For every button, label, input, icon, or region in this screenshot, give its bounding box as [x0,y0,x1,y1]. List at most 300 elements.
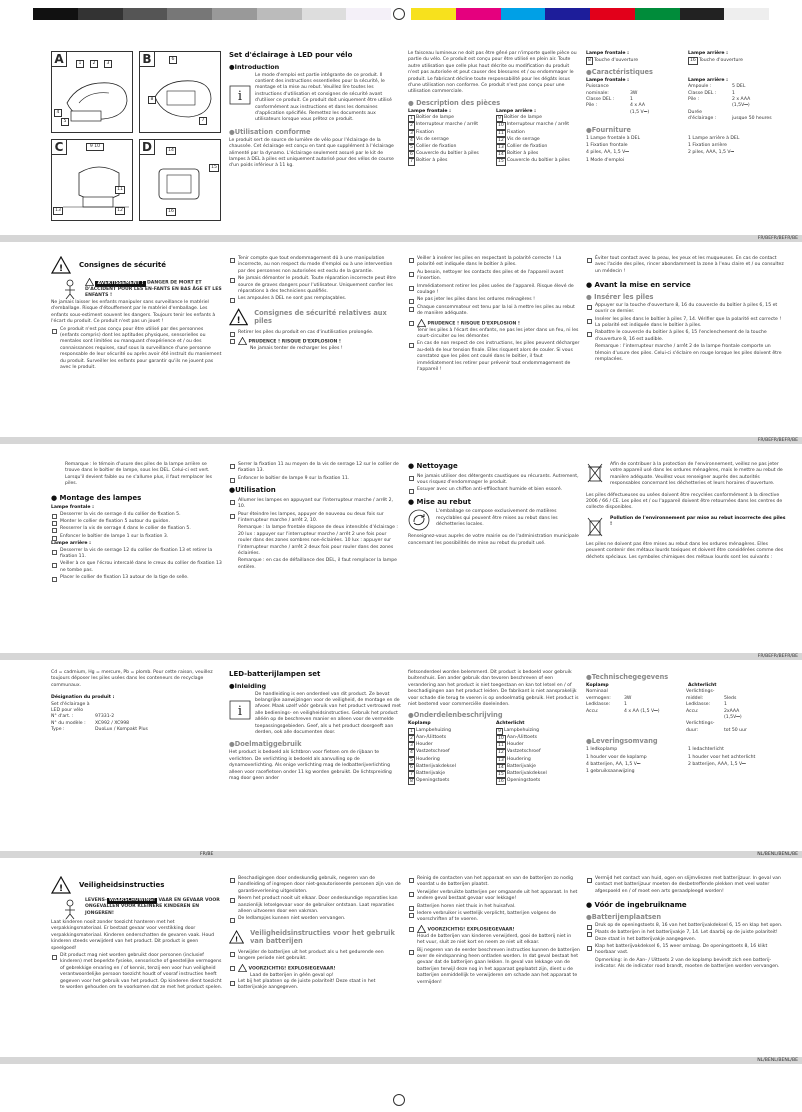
fr-front-part-name: Boîtier à piles [415,158,448,164]
nl-supply-item: 1 houder voor het achterlicht [688,754,756,760]
fr-safety-col3 [408,256,580,374]
fig-b-num-7: 7 [199,117,207,125]
nl-tech-row-cell: Ledklasse: [586,702,611,708]
fr-rear-part-number: 15 [498,159,504,165]
nl-tech-row-cell: 2xAAA [724,708,740,714]
color-swatch [635,8,680,20]
nl-c3-bullet-3: Batterijen horen niet thuis in het huisafval. [408,904,580,910]
rear-battery-illustration [147,157,217,215]
fr-tech-front-row-cell: Pile : [586,103,598,109]
fr-supply-item: 2 piles, AAA, 1,5 V⎓ [688,150,735,156]
fr-front-part-number: 2 [410,123,413,129]
fr-front-part-name: Interrupteur marche / arrêt [415,122,479,128]
nl-use-heading: ●Doelmatiggebruik [229,740,302,749]
color-swatch [302,8,347,20]
nl-front-part-name: Aan-/Uittoets [415,735,447,741]
page-bar-5-label: NL/BENL/BENL/BE [757,1058,798,1063]
fr-usage-1: Allumer les lampes en appuyant sur l'interrupteur marche / arrêt 2, 10. [229,498,401,511]
nl-tech-row-cell: 4 x AA (1,5 V⎓) [624,708,660,714]
fr-supply-left [586,136,684,166]
color-swatch [123,8,168,20]
fr-c3-bullet-5: Chaque consommateur est tenu par la loi à mettre les piles au rebut de manière adéquate. [408,305,580,318]
fr-tech-rear-row-cell: Classe DEL : [688,90,717,96]
nl-c2-bullet-5: Let bij het plaatsen op de juiste polariteit! Deze staat in het batterijvakje aangegeven. [229,979,401,992]
fig-d-num-15: 15 [209,164,219,172]
nl-tech-row-cell: Verlichtings- [686,721,715,727]
svg-text:!: ! [235,935,239,944]
fr-dispose-heading: ● Mise au rebut [408,497,471,506]
nl-supply-item: 4 batterijen, AA, 1,5 V⎓ [586,762,641,768]
nl-c2-bullet-4: Verwijder de batterijen uit het product als u het gedurende een langere periode niet gebruikt. [229,950,401,963]
fr-environment-column [586,462,786,562]
fr-intro-heading: ●Introduction [229,62,280,71]
nl-rear-part-number: 12 [498,750,504,756]
nl-front-part-row [408,728,492,735]
fr-warning-text: Ne jamais laisser les enfants manipuler sans surveillance le matériel d'emballage. Risque d'étouffement par le matériel d'emballage. Les enfants sous-estiment souvent les dangers. Toujours tenir les enfants à l'écart du produit. Ce produit n'est pas un jouet ! [51,300,216,325]
fr-safety-bullet-2: Ce produit n'est pas conçu pour être utilisé par des personnes (enfants compris) dont les aptitudes physiques, sensorielles ou mentales sont limitées ou manquant d'expérience et / ou des connaissances requises, sauf sous la surveillance d'une personne responsable de leur sécurité ou après avoir été instruit du maniement du produit. Surveiller les enfants pour garantir qu'ils ne jouent pas avec le produit. [51,327,223,372]
nl-start-heading: ● Vóór de ingebruikname [586,901,687,910]
nl-c3-bullet-5: Bij negeren van de eerder beschreven instructies kunnen de batterijen over de eindspanning heen ontladen worden. In dat geval bestaat het gevaar dat de batterijen gaan lekken. In geval van lekkage van de batterijen terwijl deze nog in het apparaat geplaatst zijn, dient u de batterijen onmiddellijk te verwijderen om schade aan het apparaat te vermijden! [408,948,580,986]
nl-intro-text: De handleiding is een onderdeel van dit product. Ze bevat belangrijke aanwijzingen voor de veiligheid, de montage en de afvoer. Maak uzelf vóór gebruik van het product vertrouwd met alle bedienings- en veiligheidsinstructies. Gebruik het product alléén op de beschreven manier en alleen voor de vermelde toepassingsgebieden. Geef, als u het product doorgeeft aan derden, ook alle documenten door. [255,691,401,735]
nl-rear-part-number: 16 [498,779,504,785]
nl-tech-row-cell [586,728,624,734]
nl-c3-bullet-2: Verwijder verbruikte batterijen per omgaande uit het apparaat. In het andere geval bestaat gevaar voor lekkage! [408,890,580,903]
nl-rear-part-number: 9 [498,728,501,734]
nl-safety-heading: Veiligheidsinstructies [79,880,165,889]
fr-clean-1: Ne jamais utiliser des détergents caustiques ou récurants. Autrement, vous risquez d'endommager le produit. [408,474,580,487]
fr-env-bold: Pollution de l'environnement par mise au rebut incorrecte des piles ! [610,515,786,528]
nl-info-icon [229,700,251,720]
fr-front-part-number: 7 [410,159,413,165]
fr-front-part-row [408,130,492,137]
nl-supply-heading: ●Leveringsomvang [586,737,658,746]
nl-front-part-row [408,749,492,756]
color-swatch [346,8,391,20]
nl-tech-row-cell: 3W [624,695,632,701]
page-bar-2 [0,437,802,444]
nl-tech-row-cell: 1 [624,702,627,708]
fr-tech-rear-row-cell: Ampoule : [688,84,712,90]
nl-c3-bullet-4: Iedere verbruiker is wettelijk verplicht, batterijen volgens de voorschriften af te voeren. [408,911,580,924]
nl-c2-warning-text: Laad de batterijen in géén geval op! [250,972,334,978]
svg-text:!: ! [236,315,241,326]
fr-mount-front-step: Monter le collier de fixation 5 autour du guidon. [51,519,223,525]
fr-mount-step: Enfoncer le boîtier de lampe 9 sur la fixation 11. [229,476,401,482]
fr-clean-column [408,462,580,548]
fr-safety-col2 [229,256,401,353]
battery-bin-icon [586,516,604,538]
fr-rear-part-row [496,122,580,129]
nl-tech-row-cell [624,728,686,734]
figure-a-label: A [51,51,67,67]
fr-c2-bullet-2: Ne jamais démonter le produit. Toute réparation incorrecte peut être source de graves dangers pour l'utilisateur. Uniquement confier les réparations à des techniciens qualifiés. [229,276,401,295]
fr-c2-bullet-4: Retirer les piles du produit en cas d'inutilisation prolongée. [229,330,401,336]
nl-tech-row-cell: duur: [686,727,699,733]
fr-rear-part-number: 12 [498,137,504,143]
nl-rear-part-name: Openingstoets [506,778,541,784]
fr-insert-3: Rabattre le couvercle du boîtier à piles 6, 15 l'enclenchement de la touche d'ouverture 8, 16 est audible. [586,330,786,343]
fr-tech-front-row-cell: Puissance [586,84,609,90]
nl-c2-bullet-1: Beschadigingen door ondeskundig gebruik, negeren van de handleiding of ingrepen door niet-geautoriseerde personen zijn van de garantieverlening uitgesloten. [229,876,401,895]
fr-c2-bullet-3: Les ampoules à DEL ne sont pas remplaçables. [229,296,401,302]
nl-insert-note: Opmerking: in de Aan- / Uittoets 2 van de koplamp bevindt zich een batterij-indicator. Als de indicator rood brandt, moeten de batterijen worden vervangen. [595,957,780,970]
warning-triangle-icon [51,256,71,274]
fr-insert-1: Appuyer sur la touche d'ouverture 8, 16 du couvercle du boîtier à piles 6, 15 et ouvrir ce dernier. [586,303,786,316]
nl-tech-row-cell: vermogen: [586,695,611,701]
page-bar-5 [0,1057,802,1064]
nl-front-part-row [408,764,492,771]
nl-title: LED-batterijlampen set [229,670,321,678]
nl-front-part-number: 5 [410,757,413,763]
fr-supply-item: 4 piles, AA, 1,5 V⎓ [586,150,629,156]
nl-rear-part-name: Vastzetschroef [506,749,541,755]
nl-front-part-row [408,778,492,785]
nl-safety-col3 [408,876,580,987]
nl-rear-part-number: 11 [498,743,504,749]
nl-front-parts-heading: Koplamp [408,721,431,727]
fr-rear-part-row [496,137,580,144]
fr-tech-rear-heading: Lampe arrière : [688,77,728,83]
color-swatch [212,8,257,20]
fr-tech-front-row-cell: Classe DEL : [586,97,615,103]
color-swatch [257,8,302,20]
fr-rear-note: Remarque : le témoin d'usure des piles de la lampe arrière se trouve dans le boîtier de lampe, sous les DEL. Celui-ci est vert. Lorsqu'il devient faible ou ne s'allume plus, il faut remplacer les piles. [65,462,213,487]
nl-use-text-2: fietsonderdeel worden belemmerd. Dit product is bedoeld voor gebruik buitenshuis. Een ander gebruik dan tevoren beschreven of een verandering aan het product is niet toegestaan en kan tot letsel en / of beschadigingen aan het product leiden. De fabrikant is niet aansprakelijk voor schade die terug te voeren is op ondoelmatig gebruik. Het product is niet bestemd voor commerciële doeleinden. [408,670,579,708]
fr-mount-front-step: Resserrer la vis de serrage 4 dans le collier de fixation 5. [51,526,223,532]
nl-c3-warning: VOORZICHTIG! EXPLOSIEGEVAAR! [427,927,515,933]
fr-c3-warning-text: Tenir les piles à l'écart des enfants, ne pas les jeter dans un feu, ni les court-circuiter ou les démonter. [417,327,579,339]
fr-rear-part-number: 11 [498,130,504,136]
fr-top-front-num: 8 [588,58,591,64]
nl-front-part-number: 3 [410,743,413,749]
info-icon [229,85,251,105]
nl-tech-front: Koplamp [586,683,609,688]
nl-rear-part-row [496,764,580,771]
fr-front-parts [408,109,492,166]
fr-mount-rear-step: Veiller à ce que l'écrou intercalé dans le creux du collier de fixation 13 ne tombe pas. [51,561,223,574]
fr-env-text-3: Les piles ne doivent pas être mises au rebut dans les ordures ménagères. Elles peuvent contenir des métaux lourds toxiques et doivent être considérées comme des déchets spéciaux. Les symboles chimiques des métaux lourds sont les suivants : [586,541,784,560]
nl-rear-part-name: Batterijvakje [506,763,536,769]
fr-product-row [51,702,223,715]
fr-insert-note: Remarque : l'interrupteur marche / arrêt 2 de la lampe frontale comporte un témoin d'usure des piles. Celui-ci s'éclaire en rouge lorsque les piles doivent être remplacées. [595,344,782,362]
svg-text:i: i [237,703,243,719]
fr-rear-part-name: Boîtier à piles [506,151,539,157]
nl-tech-row-cell: 5leds [724,695,737,701]
fr-intro-text: Le mode d'emploi est partie intégrante de ce produit. Il contient des instructions essentielles pour la sécurité, le montage et la mise au rebut. Veuillez lire toutes les instructions d'utilisation et consignes de sécurité avant d'utiliser ce produit. Ce produit doit uniquement être utilisé conformément aux instructions et dans les domaines d'application spécifiés. Remettez les documents aux utilisateurs lorsque vous prêtez ce produit. [255,72,392,123]
fr-product-row-cell: N° du modèle : [51,720,86,726]
fr-supply-right [688,136,786,166]
figure-d-label: D [139,139,155,155]
fr-product-row-cell: DuoLux / Kompakt Plus [95,727,148,733]
fr-product-row-cell: XC992 / XC998 [95,720,130,726]
color-swatch [456,8,501,20]
fr-product-row-cell: Type : [51,727,65,733]
nl-rear-part-name: Lampbehuizing [503,727,540,733]
child-warning-icon [59,278,81,300]
fr-warning-label: AVERTISSEMENT ! [97,280,144,286]
fr-safety-col1 [51,256,223,372]
color-swatch [545,8,590,20]
fr-c3-warning: PRUDENCE ! RISQUE D'EXPLOSION ! [427,321,521,327]
nl-c3-warning-text: Houd de batterijen van kinderen verwijderd, gooi de batterij niet in het vuur, sluit ze niet kort en neem ze niet uit elkaar. [417,933,572,946]
fr-mount-heading: ● Montage des lampes [51,493,142,502]
color-swatch [724,8,769,20]
page-bar-3 [0,653,802,660]
fr-mount-front-step: Desserrer la vis de serrage 4 du collier de fixation 5. [51,512,223,518]
nl-insert-1: Druk op de openingstoets 8, 16 van het batterijvakdeksel 6, 15 en klap het open. [586,923,786,929]
color-swatch [78,8,123,20]
fr-top-front-text: Touche d'ouverture [593,58,639,64]
fig-d-num-14: 14 [166,147,176,155]
fr-insert-heading: ● Insérer les piles [586,292,654,301]
fr-front-part-number: 4 [410,137,413,143]
nl-front-part-name: Lampbehuizing [415,727,452,733]
page-bar-2-label: FR/BEFR/BEFR/BE [757,438,798,443]
nl-rear-part-number: 14 [498,764,504,770]
fr-front-part-row [408,158,492,165]
fr-top-front-heading: Lampe frontale : [586,51,629,56]
fr-front-part-name: Boîtier de lampe [415,115,454,121]
fr-rear-part-name: Fixation [506,129,525,135]
fig-a-num-2: 2 [90,60,98,68]
svg-text:!: ! [58,264,64,274]
nl-tech-row-cell: Nominaal [586,689,608,695]
nl-child-warning-icon [59,898,81,920]
nl-safety-col2 [229,876,401,993]
nl-front-part-name: Vastzetschroef [415,749,450,755]
nl-supply-item: 1 gebruiksaanwijzing [586,769,635,775]
nl-explosion-icon-2 [417,925,426,933]
fr-tech-front-row-cell [586,110,630,116]
nl-tech-row-cell: Accu: [686,708,699,714]
nl-rear-part-number: 10 [498,736,504,742]
fr-front-part-row [408,122,492,129]
nl-c3-bullet-1: Reinig de contacten van het apparaat en van de batterijen zo nodig voordat u de batterijen plaatst. [408,876,580,889]
nl-c2-bullet-2: Neem het product nooit uit elkaar. Door ondeskundige reparaties kan aanzienlijk letselgevaar voor de gebruiker ontstaan. Laat reparaties alleen uitvoeren door een vakman. [229,896,401,915]
fr-clean-heading: ● Nettoyage [408,462,458,470]
fr-title: Set d'éclairage à LED pour vélo [229,51,353,59]
fr-warning-bold: DANGER DE MORT ET D'ACCIDENT POUR LES EN-FANTS EN BAS ÂGE ET LES ENFANTS ! [85,280,222,299]
nl-rear-part-name: Houdering [506,756,531,762]
explosion-icon-2 [417,319,426,327]
page-bar-4-left-label: FR/BE [200,852,214,857]
fr-insert-2: Insérer les piles dans le boîtier à piles 7, 14. Vérifier que la polarité est correcte ! La polarité est indiquée dans le boîtier à piles. [586,317,786,330]
nl-tech-row-cell: Verlichtings- [686,689,715,695]
fr-tech-heading: ●Caractéristiques [586,67,653,76]
nl-tech-row-cell: (1,5V⎓) [724,715,742,721]
fr-tech-front-row [586,110,684,116]
nl-front-part-name: Houder [415,742,433,748]
fr-use-text-2: Le faisceau lumineux ne doit pas être gêné par n'importe quelle pièce ou partie du vélo. Ce produit est conçu pour être utilisé en plein air. Toute autre utilisation que celle plus haut décrite ou modification du produit n'est pas autorisée et peut causer des blessures et / ou endommager le produit. Le fabricant décline toute responsabilité pour les dégâts issus d'une utilisation non conforme. Ce produit n'est pas conçu pour une utilisation commerciale. [408,51,577,95]
fr-safety-heading: Consignes de sécurité [79,260,167,269]
fr-product-row-cell: 97331-2 [95,714,115,720]
nl-tech-row-cell: middel: [686,695,704,701]
nl-tech-rear: Achterlicht [688,683,717,688]
fr-c2-warning-text: Ne jamais tenter de recharger les piles ! [250,346,343,352]
fr-rear-part-number: 9 [498,116,501,122]
battery-warning-triangle-icon [229,308,248,326]
fr-c3-bullet-4: Ne pas jeter les piles dans les ordures ménagères ! [408,297,580,303]
nl-tech-row-cell: 1 [724,702,727,708]
fr-mount-rear-heading: Lampe arrière : [51,541,91,547]
fr-rear-part-number: 10 [498,123,504,129]
fr-tech-rear-row-cell: 1 [732,90,735,96]
figures-panel [51,51,221,221]
fr-tech-rear-row-cell: 5 DEL [732,84,746,90]
nl-front-part-number: 8 [410,779,413,785]
fr-mount-front-step: Enfoncer le boîtier de lampe 1 sur la fixation 3. [51,534,223,540]
registration-mark-bottom [393,1094,405,1106]
fr-tech-front-heading: Lampe frontale : [586,77,629,83]
fr-parts-column [408,51,580,166]
fr-front-part-name: Collier de fixation [415,144,457,150]
fr-supply-item: 1 Fixation arrière [688,143,727,149]
fr-rear-part-name: Boîtier de lampe [503,115,542,121]
nl-rear-part-number: 13 [498,757,504,763]
nl-rear-parts-heading: Achterlicht [496,721,525,727]
fig-a-num-1: 1 [76,60,84,68]
fr-tech-front-row-cell: (1,5 V⎓) [630,109,650,115]
fr-top-rear-num: 16 [690,58,696,64]
color-swatch [590,8,635,20]
fr-mount-step: Serrer la fixation 11 au moyen de la vis de serrage 12 sur le collier de fixation 13. [229,462,401,475]
nl-front-part-number: 4 [410,750,413,756]
fr-top-rear-heading: Lampe arrière : [688,51,728,56]
nl-tech-row-cell: tot 50 uur [724,727,747,733]
fr-start-heading: ● Avant la mise en service [586,281,691,290]
fr-product-row-cell: N° d'art. : [51,714,74,720]
nl-front-part-number: 6 [410,764,413,770]
nl-safety-bullet-2: Dit product mag niet worden gebruikt door personen (inclusief kinderen) met beperkte fysieke, sensorische of geestelijke vermogens of gebrekkige ervaring en / of kennis, tenzij een voor hun veiligheid verantwoordelijke persoon toezicht houdt of vooraf instructies heeft gegeven voor het gebruik van het product. Op kinderen dient toezicht te worden gehouden om te voorkomen dat ze met het product spelen. [51,953,223,991]
fig-c-num-9-10: 9 10 [86,143,104,151]
fr-tech-front-row-cell: nominale: [586,90,609,96]
fr-c3-bullet-3: Immédiatement retirer les piles usées de l'appareil. Risque élevé de coulage ! [408,284,580,297]
nl-supply-item: 1 houder voor de koplamp [586,754,647,760]
fr-tech-front-row-cell: 1 [630,97,633,103]
fr-mount-column [51,462,223,583]
front-lamp-illustration [59,73,133,129]
fr-c2-warning: PRUDENCE ! RISQUE D'EXPLOSION ! [248,339,342,345]
nl-insert-2: Plaats de batterijen in het batterijvakje 7, 14. Let daarbij op de juiste polariteit! Deze staat in het batterijvakje aangegeven. [586,930,786,943]
fr-front-part-number: 6 [410,152,413,158]
fig-c-num-12: 12 [115,207,125,215]
color-swatch [680,8,725,20]
nl-c2-bullet-3: De ledlampjes kunnen niet worden vervangen. [229,916,401,922]
nl-intro-column [229,670,401,783]
nl-c4-bullet-1: Vermijd het contact van huid, ogen en slijmvliezen met batterijzuur. In geval van contact met batterijzuur moeten de desbetreffende plekken met veel water afgespoeld en / of moet een arts geraadpleegd worden! [586,876,786,895]
fr-supply-item: 1 Lampe frontale à DEL [586,135,641,141]
fr-dispose-text-2: Renseignez-vous auprès de votre mairie ou de l'administration municipale concernant les possibilités de mise au rebut du produit usé. [408,534,579,546]
nl-warning-bold: VAAR EN GEVAAR VOOR ONGEVALLEN VOOR KLEINERE KINDEREN EN JONGEREN! [85,898,220,916]
fr-env-text-1: Afin de contribuer à la protection de l'environnement, veillez ne pas jeter votre appareil usé dans les ordures ménagères, mais le mettre au rebut de manière adéquate. Veuillez vous renseigner auprès des autorités responsables concernant les déchetteries et leurs horaires d'ouverture. [610,462,783,487]
fr-product-row [51,727,223,733]
fr-usage-note: Remarque : la lampe frontale dispose de deux intensités d'éclairage : 20 lux : appuyer sur l'interrupteur marche / arrêt 2 une fois pour rouler dans des zones sombres non-éclairées. 10 lux : appuyer sur l'interrupteur marche / arrêt 2 deux fois pour rouler dans des zones éclairées. [238,525,398,556]
fr-dispose-text: L'emballage se compose exclusivement de matières recyclables qui peuvent être mises au rebut dans les déchetteries locales. [436,509,558,528]
page-bar-3-label: FR/BEFR/BEFR/BE [757,654,798,659]
fr-tech-rear-row-cell: (1,5V⎓) [732,103,750,109]
nl-warning-triangle-icon [51,876,71,894]
nl-front-part-name: Batterijvakje [415,771,446,777]
color-swatch [501,8,546,20]
fr-rear-part-row [496,158,580,165]
nl-rear-part-number: 15 [498,772,504,778]
fr-mount-front-heading: Lampe frontale : [51,505,94,511]
fr-usage-column [229,462,401,572]
fr-rear-part-name: Collier de fixation [506,144,548,150]
nl-front-part-number: 1 [410,728,413,734]
fr-clean-2: Essuyer avec un chiffon anti-effilochant humide et bien essoré. [408,487,580,493]
fig-c-num-11: 11 [115,186,125,194]
fr-tech-front-row-cell: 4 x AA [630,103,645,109]
page-bar-4-right-label: NL/BENL/BENL/BE [757,852,798,857]
nl-tech-heading: ●Technischegegevens [586,673,669,681]
nl-tech-row [586,728,786,734]
fr-front-part-name: Fixation [415,129,434,135]
fr-tech-rear-row-cell: d'éclairage : [688,116,717,122]
nl-explosion-icon [238,964,247,972]
fr-usage-heading: ●Utilisation [229,486,276,495]
fr-product-heading: Désignation du produit : [51,695,115,701]
fr-metals-text: Cd = cadmium, Hg = mercure, Pb = plomb. Pour cette raison, veuillez toujours déposer les piles usées dans les conteneurs de recyclage communaux. [51,670,213,688]
fr-parts-heading: ● Description des pièces [408,98,501,107]
fr-usage-2: Pour éteindre les lampes, appuyer de nouveau ou deux fois sur l'interrupteur marche / arrêt 2, 10. [229,512,401,525]
nl-safety-col1 [51,876,223,992]
fr-env-text-2: Les piles défectueuses ou usées doivent être recyclées conformément à la directive 2006 / 66 / CE. Les piles et / ou l'appareil doivent être retournées dans les centres de collecte disponibles. [586,492,783,511]
nl-rear-part-name: Aan-/Uittoets [506,735,538,741]
fr-front-part-number: 5 [410,145,413,151]
fr-use-heading: ●Utilisation conforme [229,127,311,136]
nl-parts-heading: ●Onderdelenbeschrijving [408,711,503,720]
fr-supply-heading: ●Fourniture [586,125,632,134]
fr-mount-rear-step: Placer le collier de fixation 13 autour de la tige de selle. [51,575,223,581]
fr-supply-item: 1 Lampe arrière à DEL [688,135,740,141]
fr-front-part-name: Vis de serrage [415,136,449,142]
color-swatch [411,8,456,20]
fr-front-part-name: Couvercle du boîtier à piles [415,151,479,157]
fr-use-text: Le produit sert de source de lumière de vélo pour l'éclairage de la chaussée. Cet éclairage est conçu en tant que supplément à l'éclairage alimenté par la dynamo. L'éclairage seulement assuré par le kit de lampes à DEL à piles est uniquement autorisé pour des vélos de course d'un poids inférieur à 11 kg. [229,137,394,169]
fr-tech-rear-row-cell: Durée [688,109,702,115]
fr-product-row-cell: Set d'éclairage à LED pour vélo [51,701,90,714]
nl-insert-heading: ●Batterijenplaatsen [586,912,662,921]
nl-warning-label: WAARSCHUWING! [108,898,156,903]
nl-use-text: Het product is bedoeld als lichtbron voor fietsen om de rijbaan te verlichten. De verlichting is bedoeld als aanvulling op de dynamoverlichting. Als enige verlichting mag de ledbatterijverlichting alleen voor racefietsen onder 11 kg worden gebruikt. De lichtspreiding mag door geen ander [229,750,392,781]
weee-bin-icon [586,462,604,484]
fr-rear-part-row [496,130,580,137]
fig-a-num-5: 5 [61,118,69,126]
nl-tech-row-cell: Ledklasse: [686,702,711,708]
fr-front-part-row [408,137,492,144]
fr-rear-part-name: Couvercle du boîtier à piles [506,158,570,164]
fig-c-num-13: 13 [53,207,63,215]
nl-rear-part-row [496,757,580,764]
fr-supply-item: 1 Fixation frontale [586,143,628,149]
nl-supply-item: 1 ledkoplamp [586,747,618,753]
nl-rear-part-row [496,778,580,785]
explosion-icon [238,337,247,345]
fr-tech-column [586,51,786,165]
page-bar-1 [0,235,802,242]
recycle-icon [408,509,430,531]
nl-front-part-name: Houdering [415,756,440,762]
nl-warning-text: Laat kinderen nooit zonder toezicht hanteren met het verpakkingsmateriaal. Er bestaat gevaar voor verstikking door verpakkingsmateriaal. Kinderen onderschatten de gevaren vaak. Houd kinderen steeds verwijderd van het product. Dit product is geen speelgoed! [51,920,215,951]
fig-a-num-4: 4 [54,109,62,117]
fr-tech-rear-row-cell: Pile : [688,97,700,103]
nl-front-part-row [408,757,492,764]
page-bar-4 [0,851,802,858]
fr-front-part-number: 1 [410,116,413,122]
figure-c-label: C [51,139,67,155]
fr-mount-rear-step: Desserrer la vis de serrage 12 du collier de fixation 13 et retirer la fixation 11. [51,548,223,561]
